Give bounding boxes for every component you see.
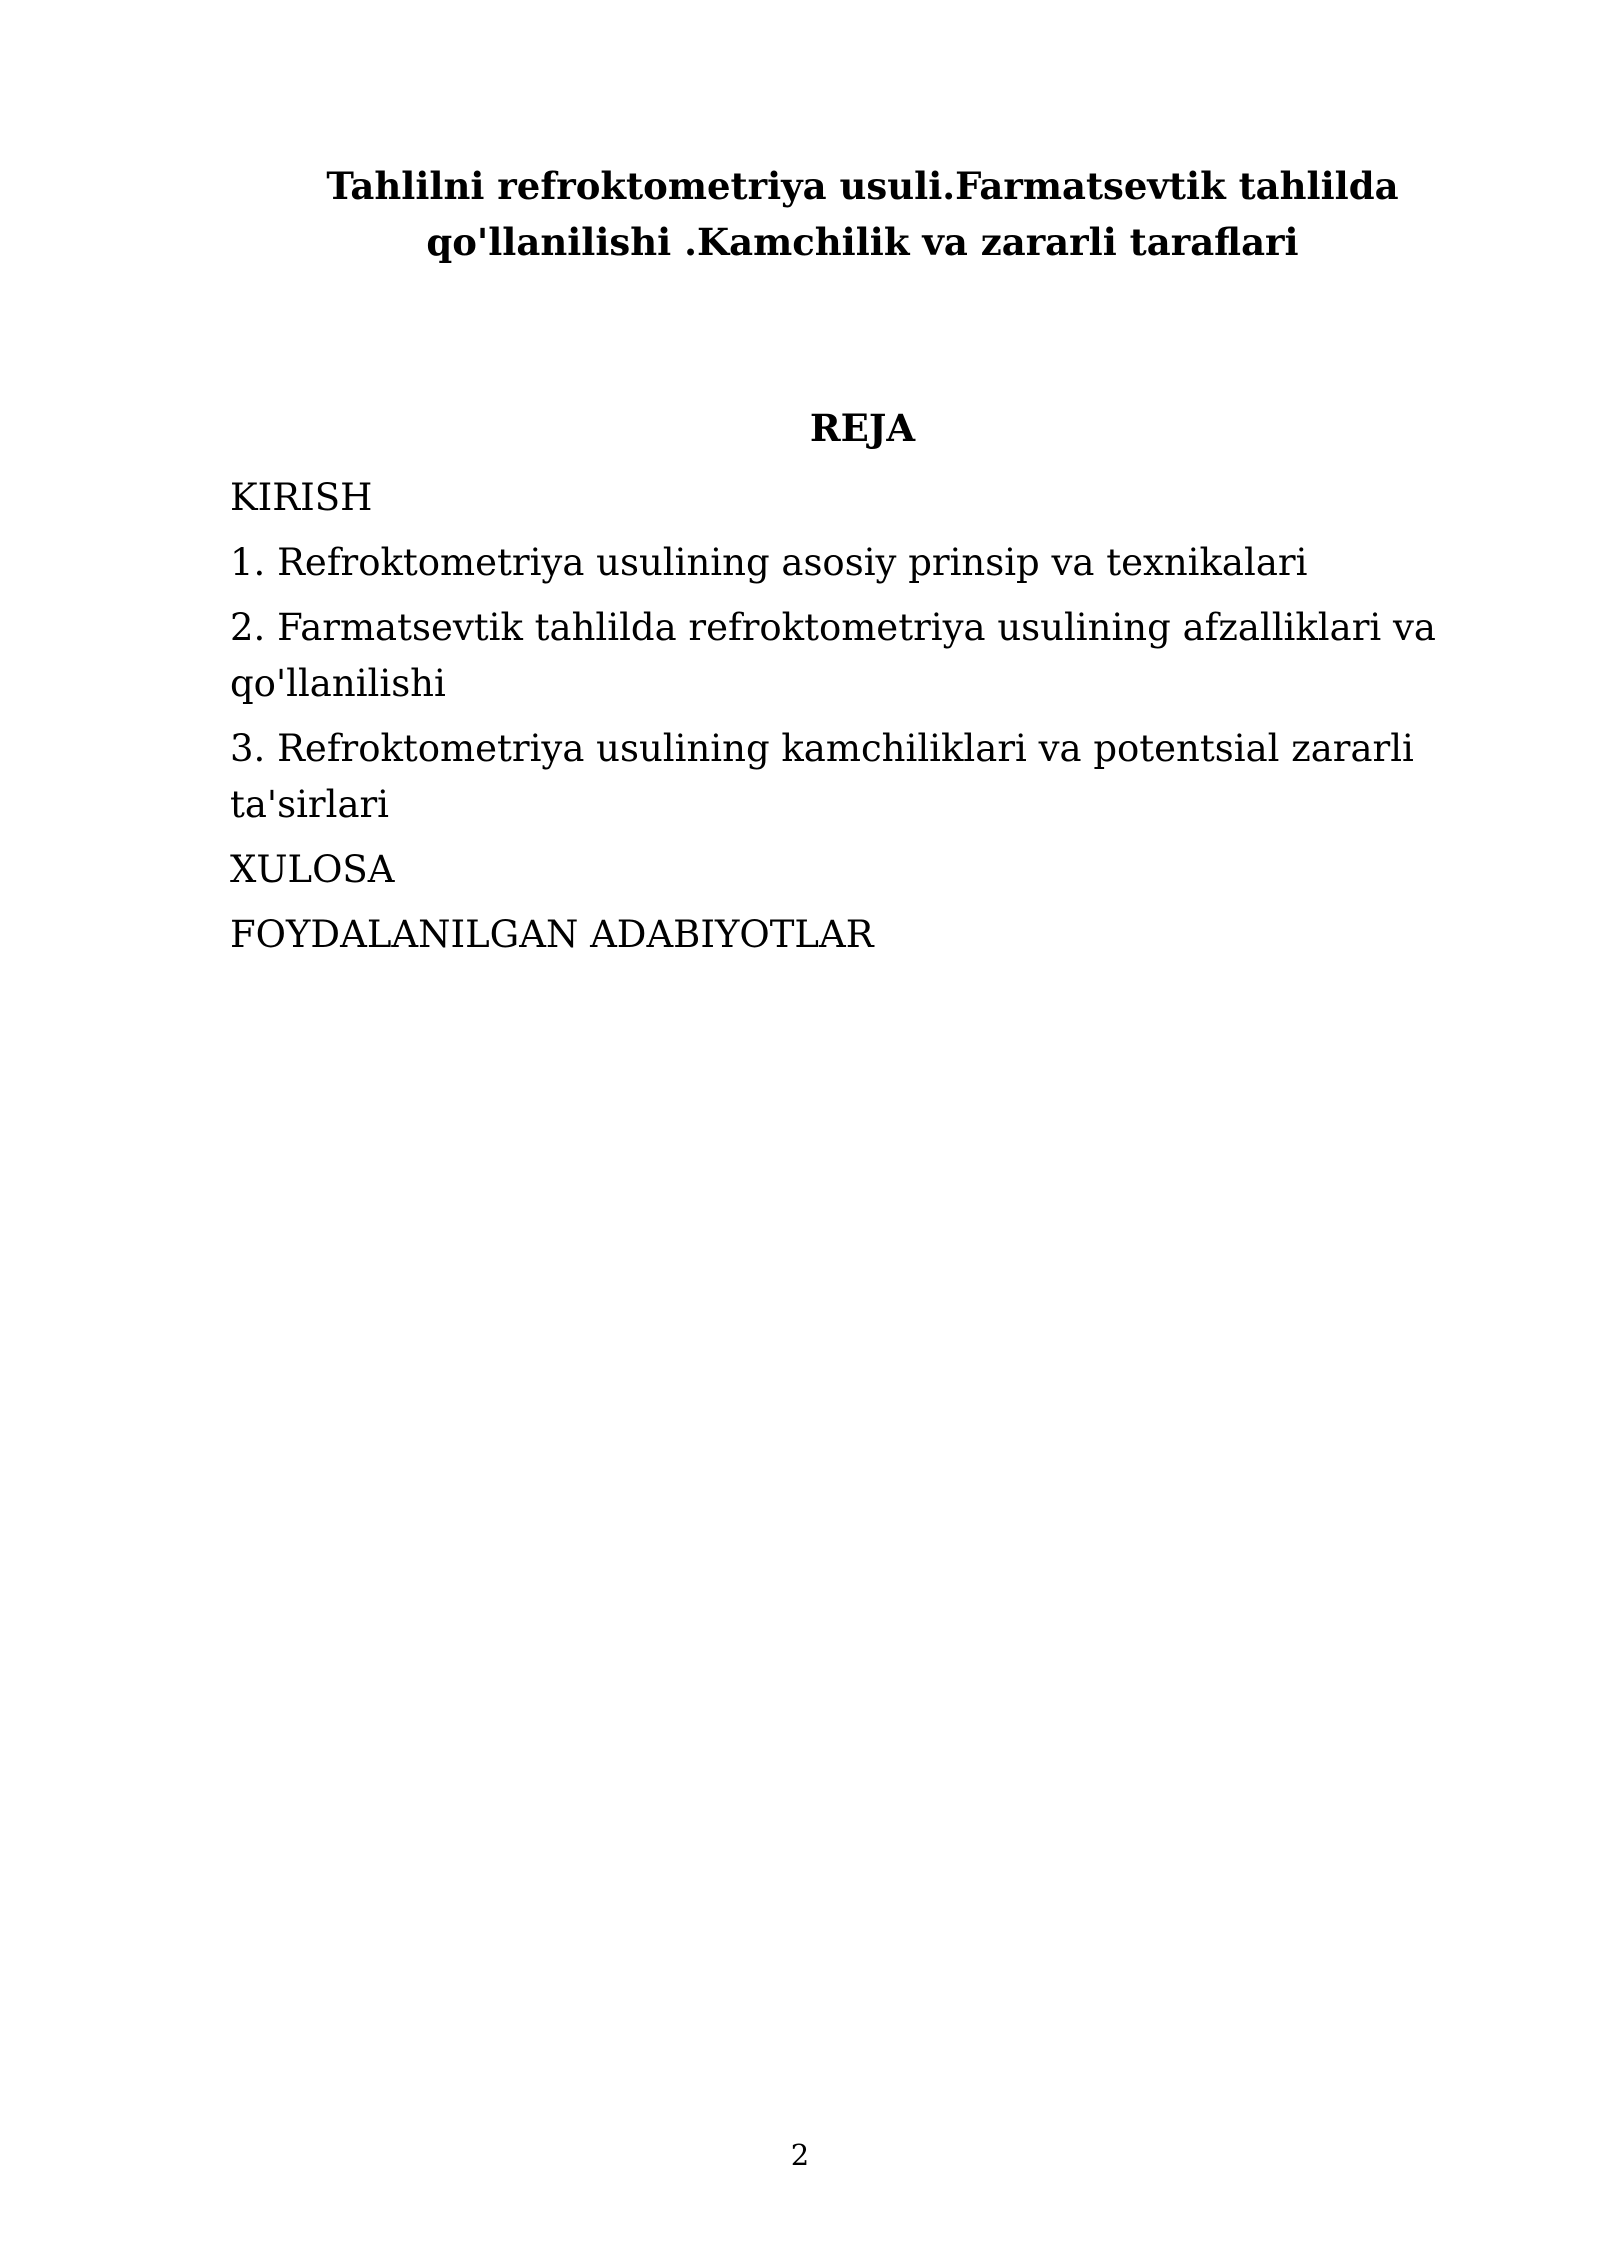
plan-item-references: FOYDALANILGAN ADABIYOTLAR [230,913,874,956]
plan-item-conclusion: XULOSA [230,848,395,891]
document-title-line-2: qo'llanilishi .Kamchilik va zararli taraflari [426,220,1299,264]
plan-item-1: 1. Refroktometriya usulining asosiy prinsip va texnikalari [230,541,1308,584]
plan-heading: REJA [809,406,916,450]
plan-item-2: 2. Farmatsevtik tahlilda refroktometriya usulining afzalliklari va qo'llanilishi [230,606,1436,705]
document-title-line-1: Tahlilni refroktometriya usuli.Farmatsevtik tahlilda [326,164,1399,208]
page-number: 2 [790,2138,810,2172]
plan-item-3: 3. Refroktometriya usulining kamchiliklari va potentsial zararli ta'sirlari [230,727,1414,826]
plan-list [230,470,1495,972]
plan-item-introduction: KIRISH [230,476,373,519]
document-title [230,158,1495,270]
